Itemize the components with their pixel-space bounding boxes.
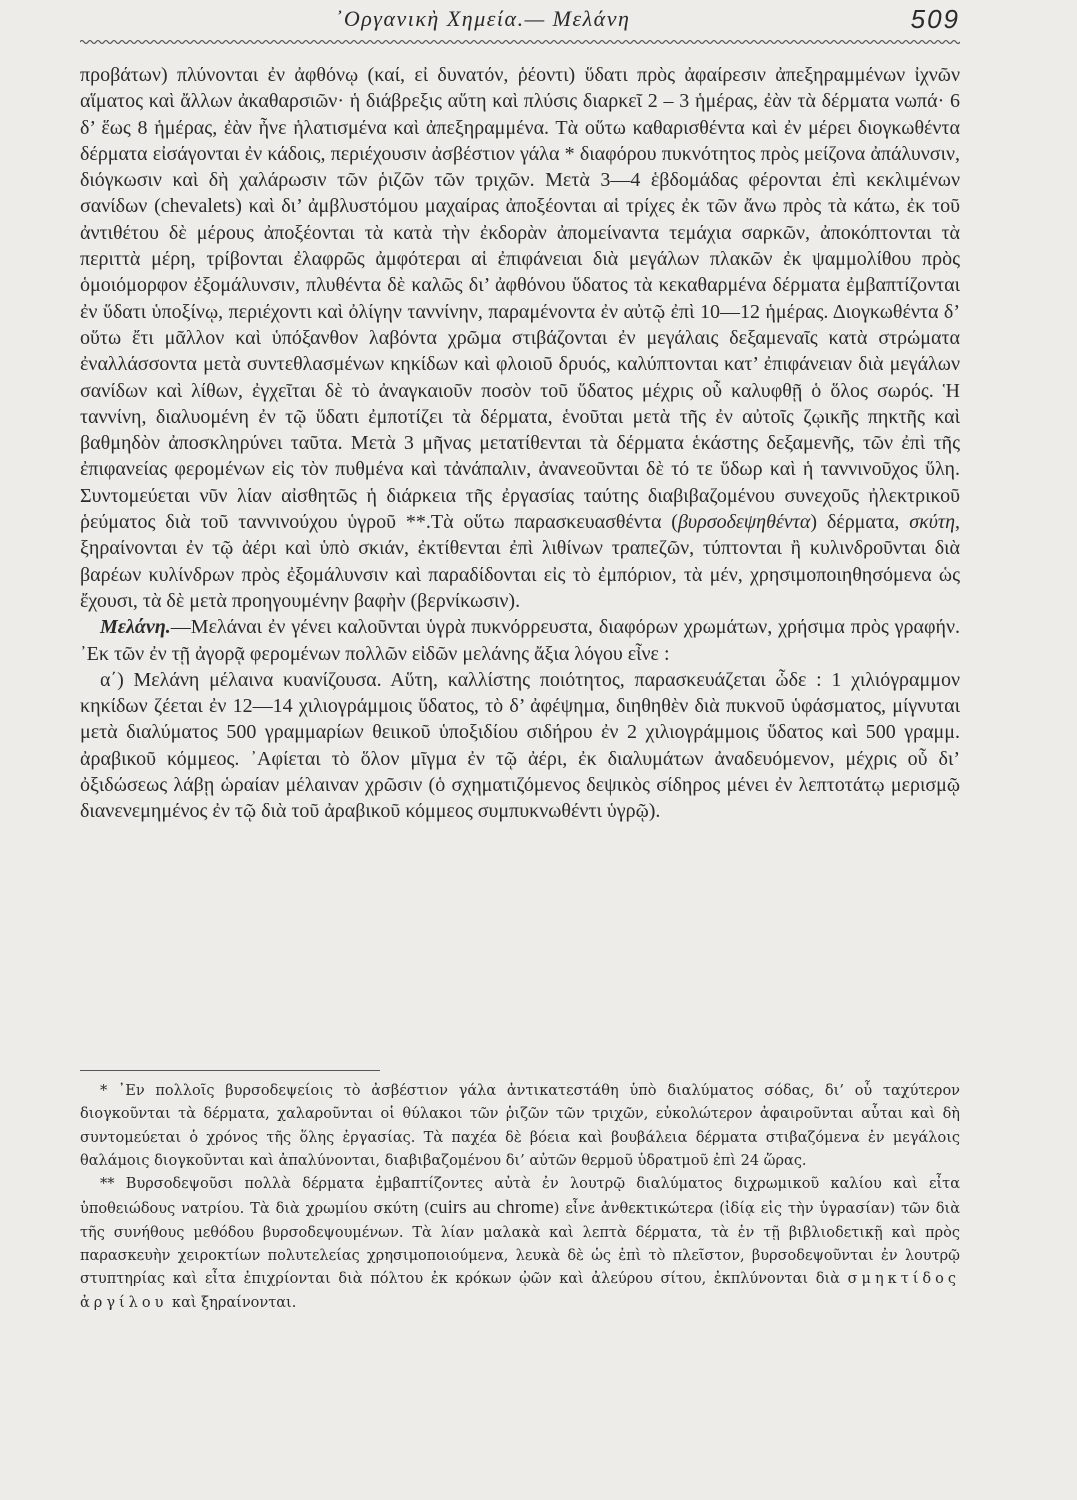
- footnote-rule: [80, 1070, 380, 1071]
- paragraph-tanning-part2: ) καὶ δι’ ἀμβλυστόμου μαχαίρας ἀποξέονται αἱ τρίχες ἐκ τῶν ἄνω πρὸς τὰ κάτω, ἐκ τοῦ ἀντιθέτου δὲ μέρους ἀποξέονται τὰ κατὰ τὴν ἐκδορὰν ἀπομείναντα τεμάχια σαρκῶν, ἀποκόπτονται τὰ περιττὰ μέρη, τρίβονται ἐλαφρῶς ἀμφότεραι αἱ ἐπιφάνειαι διὰ μεγάλων πλακῶν ἐκ ψαμμολίθου πρὸς ὁμοιόμορφον ἐξομάλυνσιν, πλυθέντα δὲ καλῶς δι’ ἀφθόνου ὕδατος τὰ κεκαθαρμένα δέρματα ἐμβαπτίζονται ἐν ὕδατι ὑποξίνῳ, περιέχοντι καὶ ὀλίγην ταννίνην, παραμένοντα ἐν αὐτῷ ἐπὶ 10—12 ἡμέρας. Διογκωθέντα δ’ οὕτω ἔτι μᾶλλον καὶ ὑπόξανθον λαβόντα χρῶμα στιβάζονται ἐν μεγάλαις δεξαμεναῖς κατὰ στρώματα ἐναλλάσσοντα μετὰ συντεθλασμένων κηκίδων καὶ φλοιοῦ δρυός, καλύπτονται κατ’ ἐπιφάνειαν διὰ μεγάλων σανίδων καὶ λίθων, ἐγχεῖται δὲ τὸ ἀναγκαιοῦν ποσὸν τοῦ ὕδατος μέχρις οὗ καλυφθῇ ὁ ὅλος σωρός. Ἡ ταννίνη, διαλυομένη ἐν τῷ ὕδατι ἐμποτίζει τὰ δέρματα, ἑνοῦται μετὰ τῆς ἐν αὐτοῖς ζῳικῆς πηκτῆς καὶ βαθμηδὸν ἀποσκληρύνει ταῦτα. Μετὰ 3 μῆνας μετατίθενται τὰ δέρματα ἑκάστης δεξαμενῆς, τῶν ἐπὶ τῆς ἐπιφανείας φερομένων εἰς τὸν πυθμένα καὶ τἀνάπαλιν, ἀνανεοῦνται δὲ τό τε ὕδωρ καὶ ἡ ταννινοῦχος ὕλη. Συντομεύεται νῦν λίαν αἰσθητῶς ἡ διάρκεια τῆς ἐργασίας ταύτης διαβιβαζομένου συνεχοῦς ἠλεκτρικοῦ ῥεύματος διὰ τοῦ ταννινούχου ὑγροῦ **.Τὰ οὕτω παρασκευασθέντα (: [80, 195, 960, 534]
- page-number: 509: [910, 4, 960, 34]
- footnote-1: * ᾿Εν πολλοῖς βυρσοδεψείοις τὸ ἀσβέστιον γάλα ἀντικατεστάθη ὑπὸ διαλύματος σόδας, δι’ οὗ ταχύτερον διογκοῦνται τὰ δέρματα, χαλαροῦνται οἱ θύλακοι τῶν ῥιζῶν τῶν τριχῶν, εὐκολώτερον ἀφαιροῦνται αὗται καὶ δὴ συντομεύεται ὁ χρόνος τῆς ὅλης ἐργασίας. Τὰ παχέα δὲ βόεια καὶ βουβάλεια δέρματα στιβαζόμενα ἐν μεγάλοις θαλάμοις διογκοῦνται καὶ ἀπαλύνονται, διαβιβαζομένου δι’ αὐτῶν θερμοῦ ὑδρατμοῦ ἐπὶ 24 ὥρας.: [80, 1083, 960, 1169]
- paragraph-ink-recipe: [80, 667, 960, 825]
- ink-recipe-text: α΄) Μελάνη μέλαινα κυανίζουσα. Αὕτη, καλλίστης ποιότητος, παρασκευάζεται ὧδε : 1 χιλιόγραμμον κηκίδων ζέεται ἐν 12—14 χιλιογράμμοις ὕδατος, τὸ δ’ ἀφέψημα, διηθηθὲν διὰ πυκνοῦ ὑφάσματος, μίγνυται μετὰ διαλύματος 500 γραμμαρίων θειικοῦ ὑποξιδίου σιδήρου ἐν 2 χιλιογράμμοις ὕδατος καὶ 500 γραμμ. ἀραβικοῦ κόμμεος. ᾿Αφίεται τὸ ὅλον μῖγμα ἐν τῷ ἀέρι, ἐκ διαλυμάτων ἀναδευόμενον, μέχρις οὗ δι’ ὀξιδώσεως λάβῃ ὡραίαν μέλαιναν χρῶσιν (ὁ σχηματιζόμενος δεψικὸς σίδηρος μένει ἐν λεπτοτάτῳ μερισμῷ διανενεμημένος ἐν τῷ διὰ τοῦ ἀραβικοῦ κόμμεος συμπυκνωθέντι ὑγρῷ).: [80, 668, 960, 823]
- wavy-rule-divider: [80, 38, 960, 46]
- main-text: [80, 62, 960, 825]
- footnote-2-part1: ** Βυρσοδεψοῦσι πολλὰ δέρματα ἐμβαπτίζοντες αὐτὰ ἐν λουτρῷ διαλύματος διχρωμικοῦ καλίου καὶ εἶτα ὑποθειώδους νατρίου. Τὰ διὰ χρωμίου σκύτη (: [80, 1176, 960, 1218]
- italic-term-leather: σκύτη: [909, 511, 955, 534]
- ink-intro-text: —Μελάναι ἐν γένει καλοῦνται ὑγρὰ πυκνόρρευστα, διαφόρων χρωμάτων, χρήσιμα πρὸς γραφήν. ᾿Εκ τῶν ἐν τῇ ἀγορᾷ φερομένων πολλῶν εἰδῶν μελάνης ἄξια λόγου εἶνε :: [80, 616, 960, 665]
- spaced-term-clay: σμηκτίδος ἀργίλου: [80, 1271, 960, 1311]
- section-term-ink: Μελάνη.: [100, 616, 171, 639]
- running-title: ᾿Οργανικὴ Χημεία.— Μελάνη: [335, 6, 631, 31]
- french-term-chevalets: chevalets: [160, 195, 236, 218]
- footnote-2-part3: καὶ ξηραίνονται.: [167, 1294, 297, 1311]
- footnote-2: [80, 1173, 960, 1315]
- paragraph-tanning-part1: προβάτων) πλύνονται ἐν ἀφθόνῳ (καί, εἰ δυνατόν, ῥέοντι) ὕδατι πρὸς ἀφαίρεσιν ἀπεξηραμμένων ἰχνῶν αἵματος καὶ ἄλλων ἀκαθαρσιῶν· ἡ διάβρεξις αὕτη καὶ πλύσις διαρκεῖ 2 – 3 ἡμέρας, ἐὰν τὰ δέρματα νωπά· 6 δ’ ἕως 8 ἡμέρας, ἐὰν ἦνε ἡλατισμένα καὶ ἀπεξηραμμένα. Τὰ οὕτω καθαρισθέντα καὶ ἐν μέρει διογκωθέντα δέρματα εἰσάγονται ἐν κάδοις, περιέχουσιν ἀσβέστιον γάλα * διαφόρου πυκνότητος πρὸς μείζονα ἀπάλυνσιν, διόγκωσιν καὶ δὴ χαλάρωσιν τῶν ῥιζῶν τῶν τριχῶν. Μετὰ 3—4 ἑβδομάδας φέρονται ἐπὶ κεκλιμένων σανίδων (: [80, 64, 960, 218]
- paragraph-tanning-part4: , ξηραίνονται ἐν τῷ ἀέρι καὶ ὑπὸ σκιάν, ἐκτίθενται ἐπὶ λιθίνων τραπεζῶν, τύπτονται ἢ κυλινδροῦνται διὰ βαρέων κυλίνδρων πρὸς ἐξομάλυνσιν καὶ παραδίδονται εἰς τὸ ἐμπόριον, τὰ μέν, χρησιμοποιηθησόμενα ὡς ἔχουσι, τὰ δὲ μετὰ προηγουμένην βαφὴν (βερνίκωσιν).: [80, 511, 960, 612]
- italic-term-tanned: βυρσοδεψηθέντα: [677, 511, 811, 534]
- paragraph-ink-intro: [80, 614, 960, 667]
- footnote-2-part2: ) εἶνε ἀνθεκτικώτερα (ἰδίᾳ εἰς τὴν ὑγρασίαν) τῶν διὰ τῆς συνήθους μεθόδου βυρσοδεψουμένων. Τὰ λίαν μαλακὰ καὶ λεπτὰ δέρματα, τὰ ἐν τῇ βιβλιοδετικῇ καὶ πρὸς παρασκευὴν χειροκτίων πολυτελείας χρησιμοποιούμενα, λευκὰ δὲ ὡς ἐπὶ τὸ πλεῖστον, βυρσοδεψοῦνται ἐν λουτρῷ στυπτηρίας καὶ εἶτα ἐπιχρίονται διὰ πόλτου ἐκ κρόκων ᾠῶν καὶ ἀλεύρου σίτου, ἐκπλύνονται διὰ: [80, 1201, 960, 1288]
- french-term-cuirs: cuirs au chrome: [429, 1197, 554, 1219]
- paragraph-tanning-part3: ) δέρματα,: [810, 511, 910, 534]
- footnotes: [80, 1080, 960, 1315]
- paragraph-tanning: [80, 62, 960, 614]
- running-head: [80, 4, 960, 38]
